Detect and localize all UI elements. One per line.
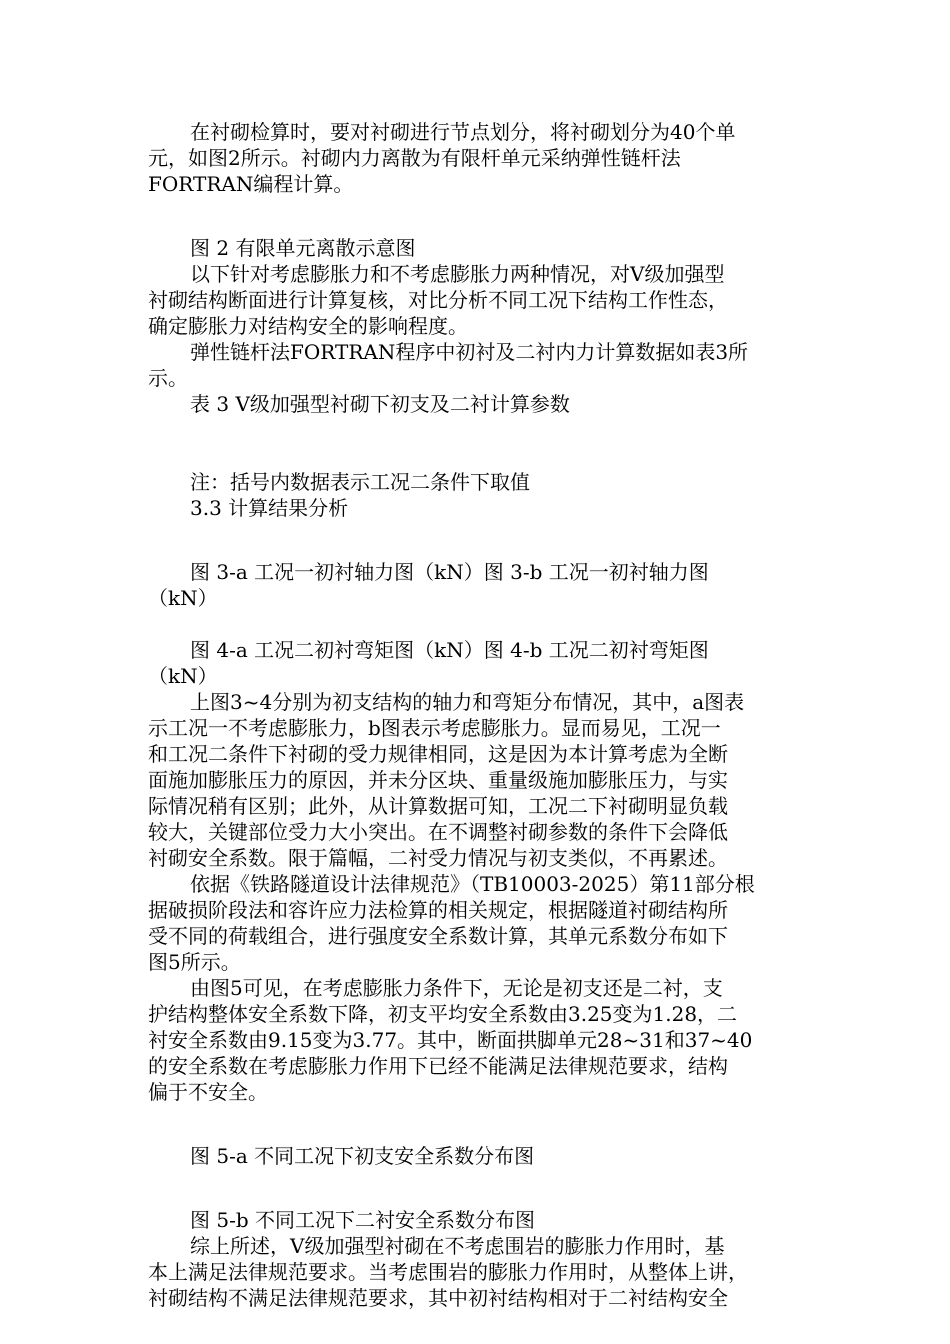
text-line: 确定膨胀力对结构安全的影响程度。	[148, 314, 468, 338]
text-line: 的安全系数在考虑膨胀力作用下已经不能满足法律规范要求，结构	[148, 1054, 728, 1078]
figure-5a-caption: 图 5-a 不同工况下初支安全系数分布图	[190, 1144, 535, 1168]
figure-5b-caption: 图 5-b 不同工况下二衬安全系数分布图	[190, 1208, 535, 1232]
document-page	[148, 119, 808, 1311]
text-line: 据破损阶段法和容许应力法检算的相关规定，根据隧道衬砌结构所	[148, 898, 728, 922]
figure-2-caption: 图 2 有限单元离散示意图	[190, 236, 416, 260]
text-line: 图 3-a 工况一初衬轴力图（kN）图 3-b 工况一初衬轴力图	[190, 560, 709, 584]
text-line: 元，如图2所示。衬砌内力离散为有限杆单元采纳弹性链杆法	[148, 146, 681, 170]
text-line: （kN）	[148, 586, 218, 610]
text-line: 受不同的荷载组合，进行强度安全系数计算，其单元系数分布如下	[148, 924, 728, 948]
paragraph-safety-factor-method	[148, 871, 808, 975]
text-line: 和工况二条件下衬砌的受力规律相同，这是因为本计算考虑为全断	[148, 742, 728, 766]
figure-4-caption	[148, 637, 808, 689]
text-line: 弹性链杆法FORTRAN程序中初衬及二衬内力计算数据如表3所	[190, 340, 749, 364]
text-line: 示。	[148, 366, 188, 390]
text-line: 综上所述，Ⅴ级加强型衬砌在不考虑围岩的膨胀力作用时，基	[190, 1234, 725, 1258]
text-line: 偏于不安全。	[148, 1080, 268, 1104]
paragraph-force-distribution	[148, 689, 808, 871]
text-line: 护结构整体安全系数下降，初支平均安全系数由3.25变为1.28，二	[148, 1002, 738, 1026]
text-line: 面施加膨胀压力的原因，并未分区块、重量级施加膨胀压力，与实	[148, 768, 728, 792]
text-line: 衬砌安全系数。限于篇幅，二衬受力情况与初支类似，不再累述。	[148, 846, 728, 870]
figure-4-placeholder	[148, 611, 808, 637]
figure-3-caption	[148, 559, 808, 611]
text-line: 示工况一不考虑膨胀力，b图表示考虑膨胀力。显而易见，工况一	[148, 716, 721, 740]
figure-5b-placeholder	[148, 1169, 808, 1207]
text-line: 图5所示。	[148, 950, 241, 974]
text-line: 依据《铁路隧道设计法律规范》（TB10003-2025）第11部分根	[190, 872, 755, 896]
figure-3-placeholder	[148, 521, 808, 559]
text-line: 图 4-a 工况二初衬弯矩图（kN）图 4-b 工况二初衬弯矩图	[190, 638, 709, 662]
text-line: 衬砌结构断面进行计算复核，对比分析不同工况下结构工作性态，	[148, 288, 728, 312]
paragraph-expansion-cases	[148, 261, 808, 339]
text-line: （kN）	[148, 664, 218, 688]
paragraph-conclusion	[148, 1233, 808, 1311]
text-line: 际情况稍有区别；此外，从计算数据可知，工况二下衬砌明显负载	[148, 794, 728, 818]
table-note: 注：括号内数据表示工况二条件下取值	[190, 470, 530, 494]
text-line: 衬砌结构不满足法律规范要求，其中初衬结构相对于二衬结构安全	[148, 1286, 728, 1310]
section-heading: 3.3 计算结果分析	[190, 496, 349, 520]
table-3-placeholder	[148, 417, 808, 469]
figure-5a-placeholder	[148, 1105, 808, 1143]
paragraph-safety-factor-results	[148, 975, 808, 1105]
text-line: 较大，关键部位受力大小突出。在不调整衬砌参数的条件下会降低	[148, 820, 728, 844]
text-line: 上图3~4分别为初支结构的轴力和弯矩分布情况，其中，a图表	[190, 690, 745, 714]
table-3-caption: 表 3 Ⅴ级加强型衬砌下初支及二衬计算参数	[190, 392, 570, 416]
text-line: 衬安全系数由9.15变为3.77。其中，断面拱脚单元28~31和37~40	[148, 1028, 753, 1052]
figure-2-placeholder	[148, 197, 808, 235]
paragraph-fortran-data	[148, 339, 808, 391]
text-line: 由图5可见，在考虑膨胀力条件下，无论是初支还是二衬，支	[190, 976, 723, 1000]
paragraph-lining-check	[148, 119, 808, 197]
text-line: 在衬砌检算时，要对衬砌进行节点划分，将衬砌划分为40个单	[190, 120, 736, 144]
text-line: 本上满足法律规范要求。当考虑围岩的膨胀力作用时，从整体上讲，	[148, 1260, 748, 1284]
text-line: 以下针对考虑膨胀力和不考虑膨胀力两种情况，对Ⅴ级加强型	[190, 262, 725, 286]
text-line: FORTRAN编程计算。	[148, 172, 354, 196]
